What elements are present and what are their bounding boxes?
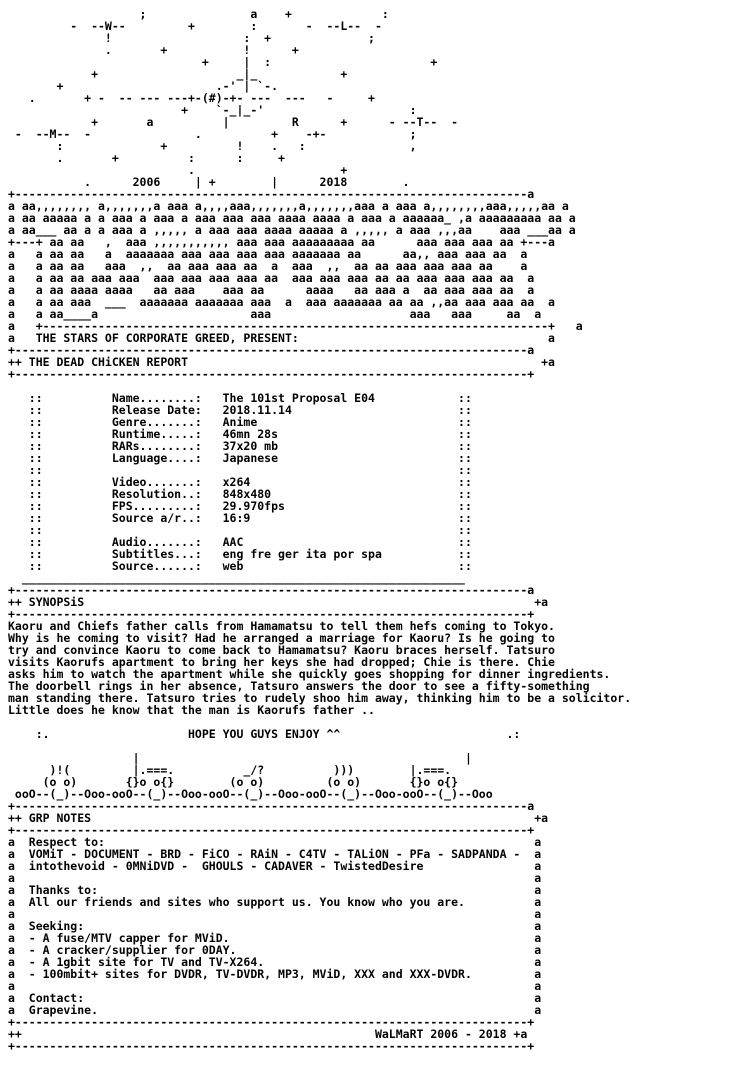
- nfo-line: | |: [8, 751, 472, 765]
- nfo-line: + | : +: [8, 55, 438, 69]
- nfo-line: :: Language....: Japanese ::: [8, 451, 472, 465]
- nfo-line: . 2006 | + | 2018 .: [8, 175, 410, 189]
- nfo-line: :: Genre.......: Anime ::: [8, 415, 472, 429]
- nfo-line: man standing there. Tatsuro tries to rudely shoo him away, thinking him to be a solicitor.: [8, 691, 632, 705]
- nfo-line: . +: [8, 163, 348, 177]
- nfo-line: a a aa aa a aaaaaaa aaa aaa aaa aaa aaaaaaa aa aa,, aaa aaa aa a: [8, 247, 528, 261]
- nfo-line: :: FPS.........: 29.970fps ::: [8, 499, 472, 513]
- nfo-line: +---+ aa aa , aaa ,,,,,,,,,,, aaa aaa aaaaaaaaa aa aaa aaa aaa aa +---a: [8, 235, 555, 249]
- nfo-line: a a: [8, 979, 542, 993]
- nfo-line: a a aa____a aaa aaa aaa aa a: [8, 307, 542, 321]
- nfo-line: a - A 1gbit site for TV and TV-X264. a: [8, 955, 542, 969]
- nfo-line: Why is he coming to visit? Had he arranged a marriage for Kaoru? Is he going to: [8, 631, 555, 645]
- nfo-line: :: Video.......: x264 ::: [8, 475, 472, 489]
- nfo-line: :: Runtime.....: 46mn 28s ::: [8, 427, 472, 441]
- nfo-line: +--------------------------------------------------------------------------+: [8, 823, 535, 837]
- nfo-line: a Seeking: a: [8, 919, 542, 933]
- nfo-line: . + - -- --- ---+-(#)-+- --- --- - +: [8, 91, 375, 105]
- nfo-line: a aa___ aa a a aaa a ,,,,, a aaa aaa aaaa aaaaa a ,,,,, a aaa ,,,aa aaa ___aa a: [8, 223, 576, 237]
- nfo-line: :: Subtitles...: eng fre ger ita por spa ::: [8, 547, 472, 561]
- nfo-text: [8, 8, 631, 1052]
- nfo-line: :: Name........: The 101st Proposal E04 ::: [8, 391, 472, 405]
- nfo-line: a intothevoid - 0MNiDVD - GHOULS - CADAVER - TwistedDesire a: [8, 859, 542, 873]
- nfo-line: +--------------------------------------------------------------------------+: [8, 367, 535, 381]
- nfo-line: :. HOPE YOU GUYS ENJOY ^^ .:: [8, 727, 521, 741]
- nfo-line: - --M-- - . + -+- ;: [8, 127, 417, 141]
- nfo-line: +--------------------------------------------------------------------------+: [8, 1039, 535, 1053]
- nfo-line: ++ SYNOPSiS +a: [8, 595, 549, 609]
- nfo-line: visits Kaorufs apartment to bring her keys she had dropped; Chie is there. Chie: [8, 655, 555, 669]
- nfo-line: +--------------------------------------------------------------------------+: [8, 1015, 535, 1029]
- nfo-line: + .-' | `-.: [8, 79, 279, 93]
- nfo-line: a aa,,,,,,,, a,,,,,,,a aaa a,,,,aaa,,,,,,,a,,,,,,,aaa a aaa a,,,,,,,,aaa,,,,,aa a: [8, 199, 569, 213]
- nfo-line: :: ::: [8, 523, 472, 537]
- nfo-line: : + ! . : ,: [8, 139, 417, 153]
- nfo-line: a Grapevine. a: [8, 1003, 542, 1017]
- nfo-line: Kaoru and Chiefs father calls from Hamamatsu to tell them hefs coming to Tokyo.: [8, 619, 555, 633]
- nfo-line: try and convince Kaoru to come back to Hamamatsu? Kaoru braces herself. Tatsuro: [8, 643, 555, 657]
- nfo-line: a a aa aaaa aaaa aa aaa aaa aa aaaa aa aaa a aa aaa aaa aa a: [8, 283, 535, 297]
- nfo-line: + a | R + - --T-- -: [8, 115, 459, 129]
- nfo-line: ++ THE DEAD CHiCKEN REPORT +a: [8, 355, 555, 369]
- nfo-line: :: Resolution..: 848x480 ::: [8, 487, 472, 501]
- nfo-line: a +-------------------------------------------------------------------------+ a: [8, 319, 583, 333]
- nfo-line: ________________________________________________________________: [8, 571, 465, 585]
- nfo-line: a - A cracker/supplier for 0DAY. a: [8, 943, 542, 957]
- nfo-line: :: Source......: web ::: [8, 559, 472, 573]
- nfo-line: ; a + :: [8, 7, 389, 21]
- nfo-line: Little does he know that the man is Kaorufs father ..: [8, 703, 375, 717]
- nfo-line: ++ WaLMaRT 2006 - 2018 +a: [8, 1027, 528, 1041]
- nfo-line: - --W-- + : - --L-- -: [8, 19, 382, 33]
- nfo-line: a THE STARS OF CORPORATE GREED, PRESENT: a: [8, 331, 555, 345]
- nfo-line: +--------------------------------------------------------------------------a: [8, 799, 535, 813]
- nfo-line: + `-_|_-' :: [8, 103, 417, 117]
- nfo-line: The doorbell rings in her absence, Tatsuro answers the door to see a fifty-something: [8, 679, 590, 693]
- nfo-line: a a: [8, 907, 542, 921]
- nfo-line: +--------------------------------------------------------------------------a: [8, 583, 535, 597]
- nfo-line: a a aa aaa ___ aaaaaaa aaaaaaa aaa a aaa aaaaaaa aa aa ,,aa aaa aaa aa a: [8, 295, 555, 309]
- nfo-line: + _|_ +: [8, 67, 348, 81]
- nfo-line: :: Release Date: 2018.11.14 ::: [8, 403, 472, 417]
- nfo-line: a aa aaaaa a a aaa a aaa a aaa aaa aaa aaaa aaaa a aaa a aaaaaa_ ,a aaaaaaaaa aa a: [8, 211, 576, 225]
- nfo-line: a a: [8, 871, 542, 885]
- nfo-line: ++ GRP NOTES +a: [8, 811, 549, 825]
- nfo-line: :: RARs........: 37x20 mb ::: [8, 439, 472, 453]
- nfo-line: . + ! +: [8, 43, 299, 57]
- nfo-line: +--------------------------------------------------------------------------a: [8, 343, 535, 357]
- nfo-line: a Respect to: a: [8, 835, 542, 849]
- nfo-line: a - A fuse/MTV capper for MViD. a: [8, 931, 542, 945]
- nfo-line: a Thanks to: a: [8, 883, 542, 897]
- nfo-line: a Contact: a: [8, 991, 542, 1005]
- nfo-line: :: Audio.......: AAC ::: [8, 535, 472, 549]
- nfo-line: +--------------------------------------------------------------------------+: [8, 607, 535, 621]
- nfo-line: ooO--(_)--Ooo-ooO--(_)--Ooo-ooO--(_)--Ooo-ooO--(_)--Ooo-ooO--(_)--Ooo: [8, 787, 493, 801]
- nfo-line: (o o) {}o o{} (o o) (o o) {}o o{}: [8, 775, 459, 789]
- nfo-line: a - 100mbit+ sites for DVDR, TV-DVDR, MP3, MViD, XXX and XXX-DVDR. a: [8, 967, 542, 981]
- nfo-line: a a aa aa aaa ,, aa aaa aaa aa a aaa ,, aa aa aaa aaa aaa aa a: [8, 259, 528, 273]
- nfo-line: +--------------------------------------------------------------------------a: [8, 187, 535, 201]
- nfo-line: a All our friends and sites who support us. You know who you are. a: [8, 895, 542, 909]
- nfo-line: ! : + ;: [8, 31, 375, 45]
- nfo-line: )!( |.===. _/? ))) |.===.: [8, 763, 452, 777]
- nfo-line: a a aa aa aaa aaa aaa aaa aaa aaa aa aaa aaa aaa aa aa aaa aaa aaa aa a: [8, 271, 535, 285]
- nfo-line: asks him to watch the apartment while she quickly goes shopping for dinner ingredients.: [8, 667, 611, 681]
- nfo-line: . + : : +: [8, 151, 285, 165]
- nfo-line: :: ::: [8, 463, 472, 477]
- nfo-line: a VOMiT - DOCUMENT - BRD - FiCO - RAiN - C4TV - TALiON - PFa - SADPANDA - a: [8, 847, 542, 861]
- nfo-line: :: Source a/r..: 16:9 ::: [8, 511, 472, 525]
